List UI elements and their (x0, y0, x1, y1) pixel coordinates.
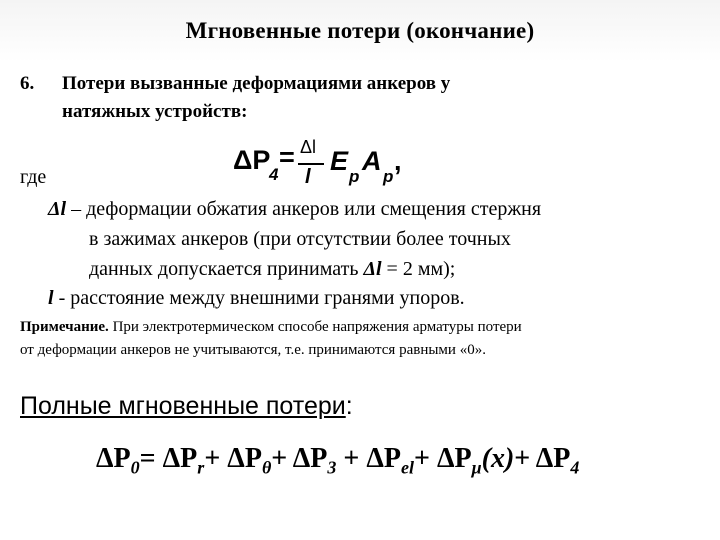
term-ptheta: + ΔP (204, 443, 262, 474)
l-symbol: l (48, 287, 54, 309)
dl-symbol: Δl (48, 198, 67, 220)
sub-mu: μ (471, 457, 482, 478)
sub-theta: θ (261, 457, 272, 478)
sub-el: el (400, 457, 414, 478)
total-losses-heading (20, 392, 353, 421)
term-pmu: + ΔP (413, 443, 472, 474)
formula-numerator: Δl (300, 137, 317, 157)
total-heading-colon: : (345, 392, 353, 420)
dl-symbol-inline: Δl (363, 258, 382, 280)
sub-r: r (197, 457, 205, 478)
total-losses-formula (96, 443, 696, 479)
sub-3: 3 (327, 457, 337, 478)
item-line-2: натяжных устройств: (62, 101, 248, 122)
total-heading-text: Полные мгновенные потери (20, 392, 346, 420)
term-p3: + ΔP (271, 443, 328, 474)
definition-dl-line-3 (89, 255, 455, 284)
term-x: (x) (481, 443, 515, 474)
formula-e: E (330, 146, 349, 176)
slide-title: Мгновенные потери (окончание) (185, 18, 535, 43)
note (20, 316, 710, 362)
formula-comma: , (394, 146, 402, 176)
l-text: - расстояние между внешними гранями упоров. (53, 287, 465, 309)
definition-dl-line-1 (48, 195, 541, 224)
formula-denominator: l (305, 166, 311, 188)
term-p4: + ΔP (514, 443, 571, 474)
dl-text-3-pre: данных допускается принимать (89, 258, 364, 280)
formula-fraction-bar (298, 163, 324, 165)
note-label: Примечание. (20, 319, 109, 335)
formula-delta-p: ΔP (233, 145, 271, 175)
dl-text-3-post: = 2 мм); (381, 258, 456, 280)
formula-a-sub: p (383, 167, 394, 186)
formula-e-sub: p (349, 167, 360, 186)
definition-l (48, 284, 465, 313)
item-text (62, 70, 662, 126)
item-number: 6. (20, 73, 35, 94)
term-pr: = ΔP (139, 443, 198, 474)
definition-dl-line-2: в зажимах анкеров (при отсутствии более точных (89, 228, 511, 250)
note-line-1 (20, 316, 710, 339)
note-line-2: от деформации анкеров не учитываются, т.е. принимаются равными «0». (20, 342, 486, 358)
where-label: где (20, 166, 47, 188)
term-pel: + ΔP (336, 443, 401, 474)
dl-text-1: – деформации обжатия анкеров или смещения стержня (66, 198, 542, 220)
formula-delta-p-sub: 4 (269, 165, 279, 184)
sub-4: 4 (570, 457, 580, 478)
formula-a: A (362, 146, 382, 176)
sub-0: 0 (130, 457, 140, 478)
formula-equals: = (279, 142, 295, 172)
item-line-1: Потери вызванные деформациями анкеров у (62, 73, 451, 94)
term-p0: ΔP (96, 443, 131, 474)
note-text-1: При электротермическом способе напряжения арматуры потери (108, 319, 522, 335)
